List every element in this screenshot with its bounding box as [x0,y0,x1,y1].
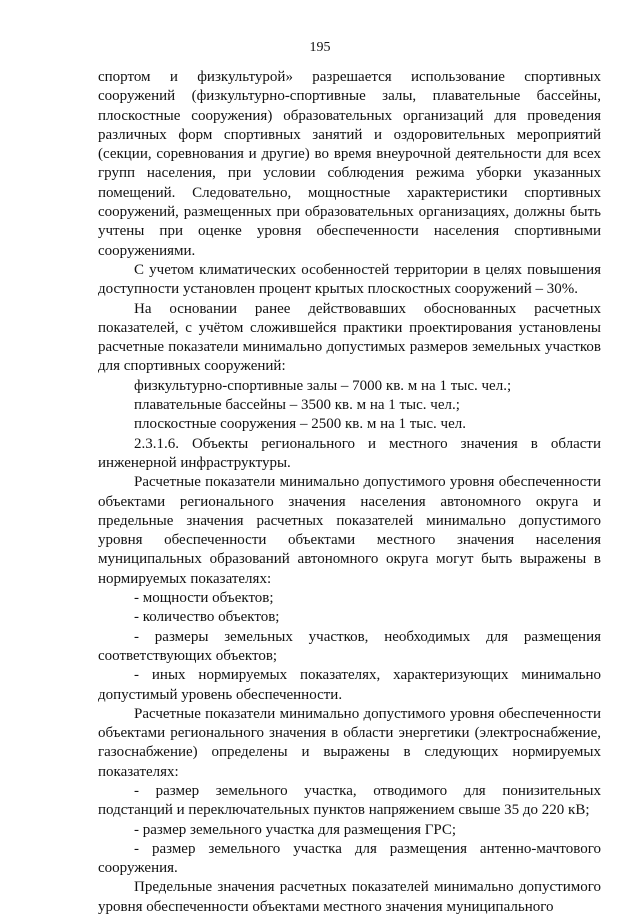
paragraph-climate-percentage: С учетом климатических особенностей территории в целях повышения доступности установлен процент крытых плоскостных сооружений – 30%. [98,261,601,298]
paragraph-land-plot-norms-intro: На основании ранее действовавших обоснованных расчетных показателей, с учётом сложившейся практики проектирования установлены расчетные показатели минимально допустимых размеров земельных участков для спортивных сооружений: [98,300,601,375]
section-heading-2-3-1-6: 2.3.1.6. Объекты регионального и местного значения в области инженерной инфраструктуры. [98,435,601,471]
paragraph-limit-values: Предельные значения расчетных показателей минимально допустимого уровня обеспеченности объектами местного значения муниципального [98,879,601,915]
list-item-other-indicators: - иных нормируемых показателях, характеризующих минимально допустимый уровень обеспеченности. [98,667,601,703]
list-item-grs-land: - размер земельного участка для размещения ГРС; [134,821,457,838]
norm-sports-halls: физкультурно-спортивные залы – 7000 кв. м на 1 тыс. чел.; [134,377,512,394]
paragraph-indicators-definition: Расчетные показатели минимально допустимого уровня обеспеченности объектами регионального значения населения автономного округа и предельные значения расчетных показателей минимально допустимого уровня обеспеченности объектами местного значения населения муниципальных образований автономного округа могут быть выражены в нормируемых показателях: [98,474,601,587]
list-item-substations-land: - размер земельного участка, отводимого для понизительных подстанций и переключательных пунктов напряжением свыше 35 до 220 кВ; [98,782,601,819]
norm-flat-facilities: плоскостные сооружения – 2500 кв. м на 1 тыс. чел. [134,416,466,433]
page-number: 195 [309,40,331,55]
document-body [98,68,601,917]
list-item-quantity: - количество объектов; [134,609,280,626]
paragraph-sports-facilities-usage: спортом и физкультурой» разрешается использование спортивных сооружений (физкультурно-спортивные залы, плавательные бассейны, плоскостные сооружения) образовательных организаций для проведения различных форм спортивных занятий и оздоровительных мероприятий (секции, соревнования и другие) во время внеурочной деятельности для всех групп населения, при условии соблюдения режима уборки указанных помещений. Следовательно, мощностные характеристики спортивных сооружений, размещенных при образовательных организациях, должны быть учтены при оценке уровня обеспеченности населения спортивными сооружениями. [98,69,601,259]
norm-swimming-pools: плавательные бассейны – 3500 кв. м на 1 тыс. чел.; [134,397,460,414]
list-item-land-plot-sizes: - размеры земельных участков, необходимых для размещения соответствующих объектов; [98,628,601,664]
list-item-capacity: - мощности объектов; [134,590,274,607]
list-item-antenna-mast-land: - размер земельного участка для размещения антенно-мачтового сооружения. [98,840,601,877]
paragraph-energy-indicators: Расчетные показатели минимально допустимого уровня обеспеченности объектами регионального значения в области энергетики (электроснабжение, газоснабжение) определены и выражены в следующих нормируемых показателях: [98,705,601,780]
